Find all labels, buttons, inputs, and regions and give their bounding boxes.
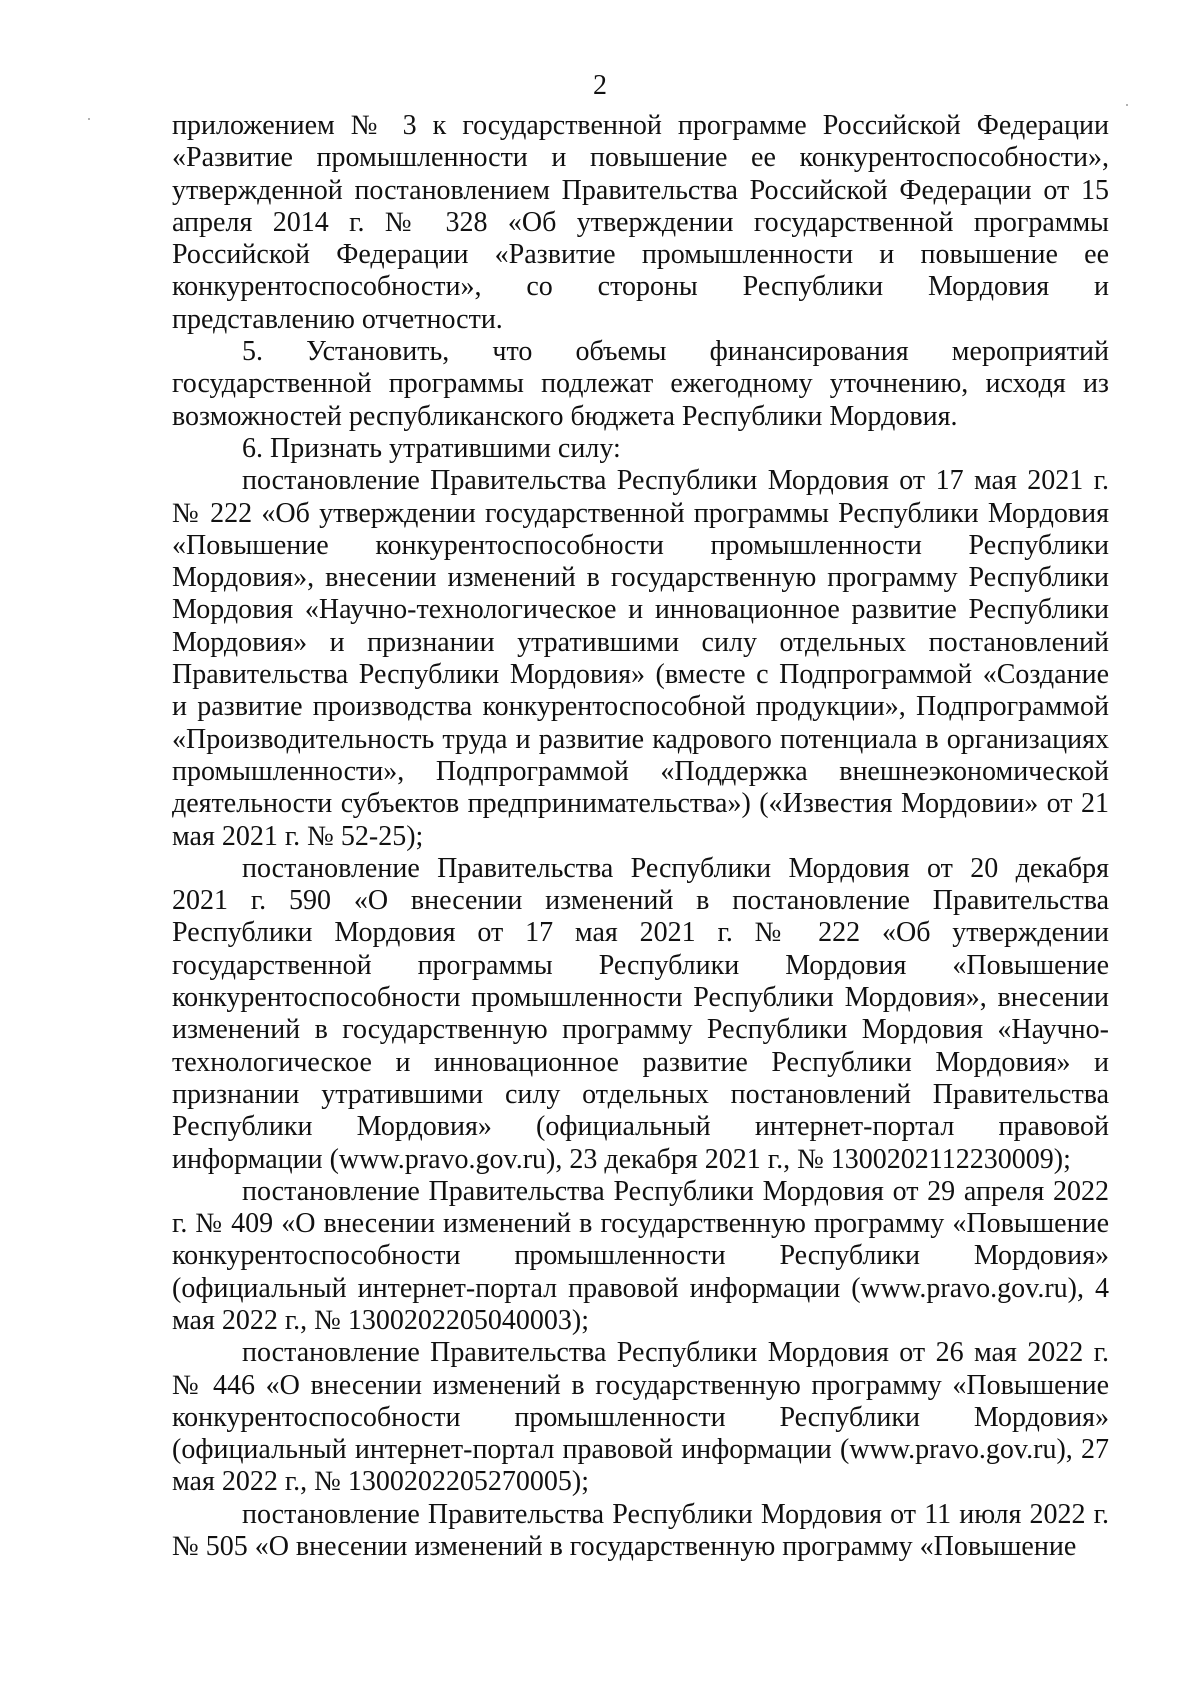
scan-speck: [88, 118, 90, 120]
document-body: [172, 110, 1109, 1563]
repealed-act-2: постановление Правительства Республики Мордовия от 20 декабря 2021 г. 590 «О внесении изменений в постановление Правительства Республики Мордовия от 17 мая 2021 г. № 222 «Об утверждении государственной программы Республики Мордовия «Повышение конкурентоспособности промышленности Республики Мордовия», внесении изменений в государственную программу Республики Мордовия «Научно-технологическое и инновационное развитие Республики Мордовия» и признании утратившими силу отдельных постановлений Правительства Республики Мордовия» (официальный интернет-портал правовой информации (www.pravo.gov.ru), 23 декабря 2021 г., № 1300202112230009);: [172, 852, 1109, 1175]
paragraph-continuation: приложением № 3 к государственной программе Российской Федерации «Развитие промышленности и повышение ее конкурентоспособности», утвержденной постановлением Правительства Российской Федерации от 15 апреля 2014 г. № 328 «Об утверждении государственной программы Российской Федерации «Развитие промышленности и повышение ее конкурентоспособности», со стороны Республики Мордовия и представлению отчетности.: [172, 110, 1109, 335]
repealed-act-4: постановление Правительства Республики Мордовия от 26 мая 2022 г. № 446 «О внесении изменений в государственную программу «Повышение конкурентоспособности промышленности Республики Мордовия» (официальный интернет-портал правовой информации (www.pravo.gov.ru), 27 мая 2022 г., № 1300202205270005);: [172, 1337, 1109, 1498]
scan-speck: [1126, 104, 1128, 106]
paragraph-item-5: 5. Установить, что объемы финансирования мероприятий государственной программы подлежат ежегодному уточнению, исходя из возможностей республиканского бюджета Республики Мордовия.: [172, 336, 1109, 432]
repealed-act-5: постановление Правительства Республики Мордовия от 11 июля 2022 г. № 505 «О внесении изменений в государственную программу «Повышение: [172, 1498, 1109, 1563]
page-number: 2: [593, 70, 607, 101]
repealed-act-1: постановление Правительства Республики Мордовия от 17 мая 2021 г. № 222 «Об утверждении государственной программы Республики Мордовия «Повышение конкурентоспособности промышленности Республики Мордовия», внесении изменений в государственную программу Республики Мордовия «Научно-технологическое и инновационное развитие Республики Мордовия» и признании утратившими силу отдельных постановлений Правительства Республики Мордовия» (вместе с Подпрограммой «Создание и развитие производства конкурентоспособной продукции», Подпрограммой «Производительность труда и развитие кадрового потенциала в организациях промышленности», Подпрограммой «Поддержка внешнеэкономической деятельности субъектов предпринимательства») («Известия Мордовии» от 21 мая 2021 г. № 52-25);: [172, 465, 1109, 852]
paragraph-item-6: 6. Признать утратившими силу:: [242, 432, 621, 464]
repealed-act-3: постановление Правительства Республики Мордовия от 29 апреля 2022 г. № 409 «О внесении изменений в государственную программу «Повышение конкурентоспособности промышленности Республики Мордовия» (официальный интернет-портал правовой информации (www.pravo.gov.ru), 4 мая 2022 г., № 1300202205040003);: [172, 1175, 1109, 1336]
